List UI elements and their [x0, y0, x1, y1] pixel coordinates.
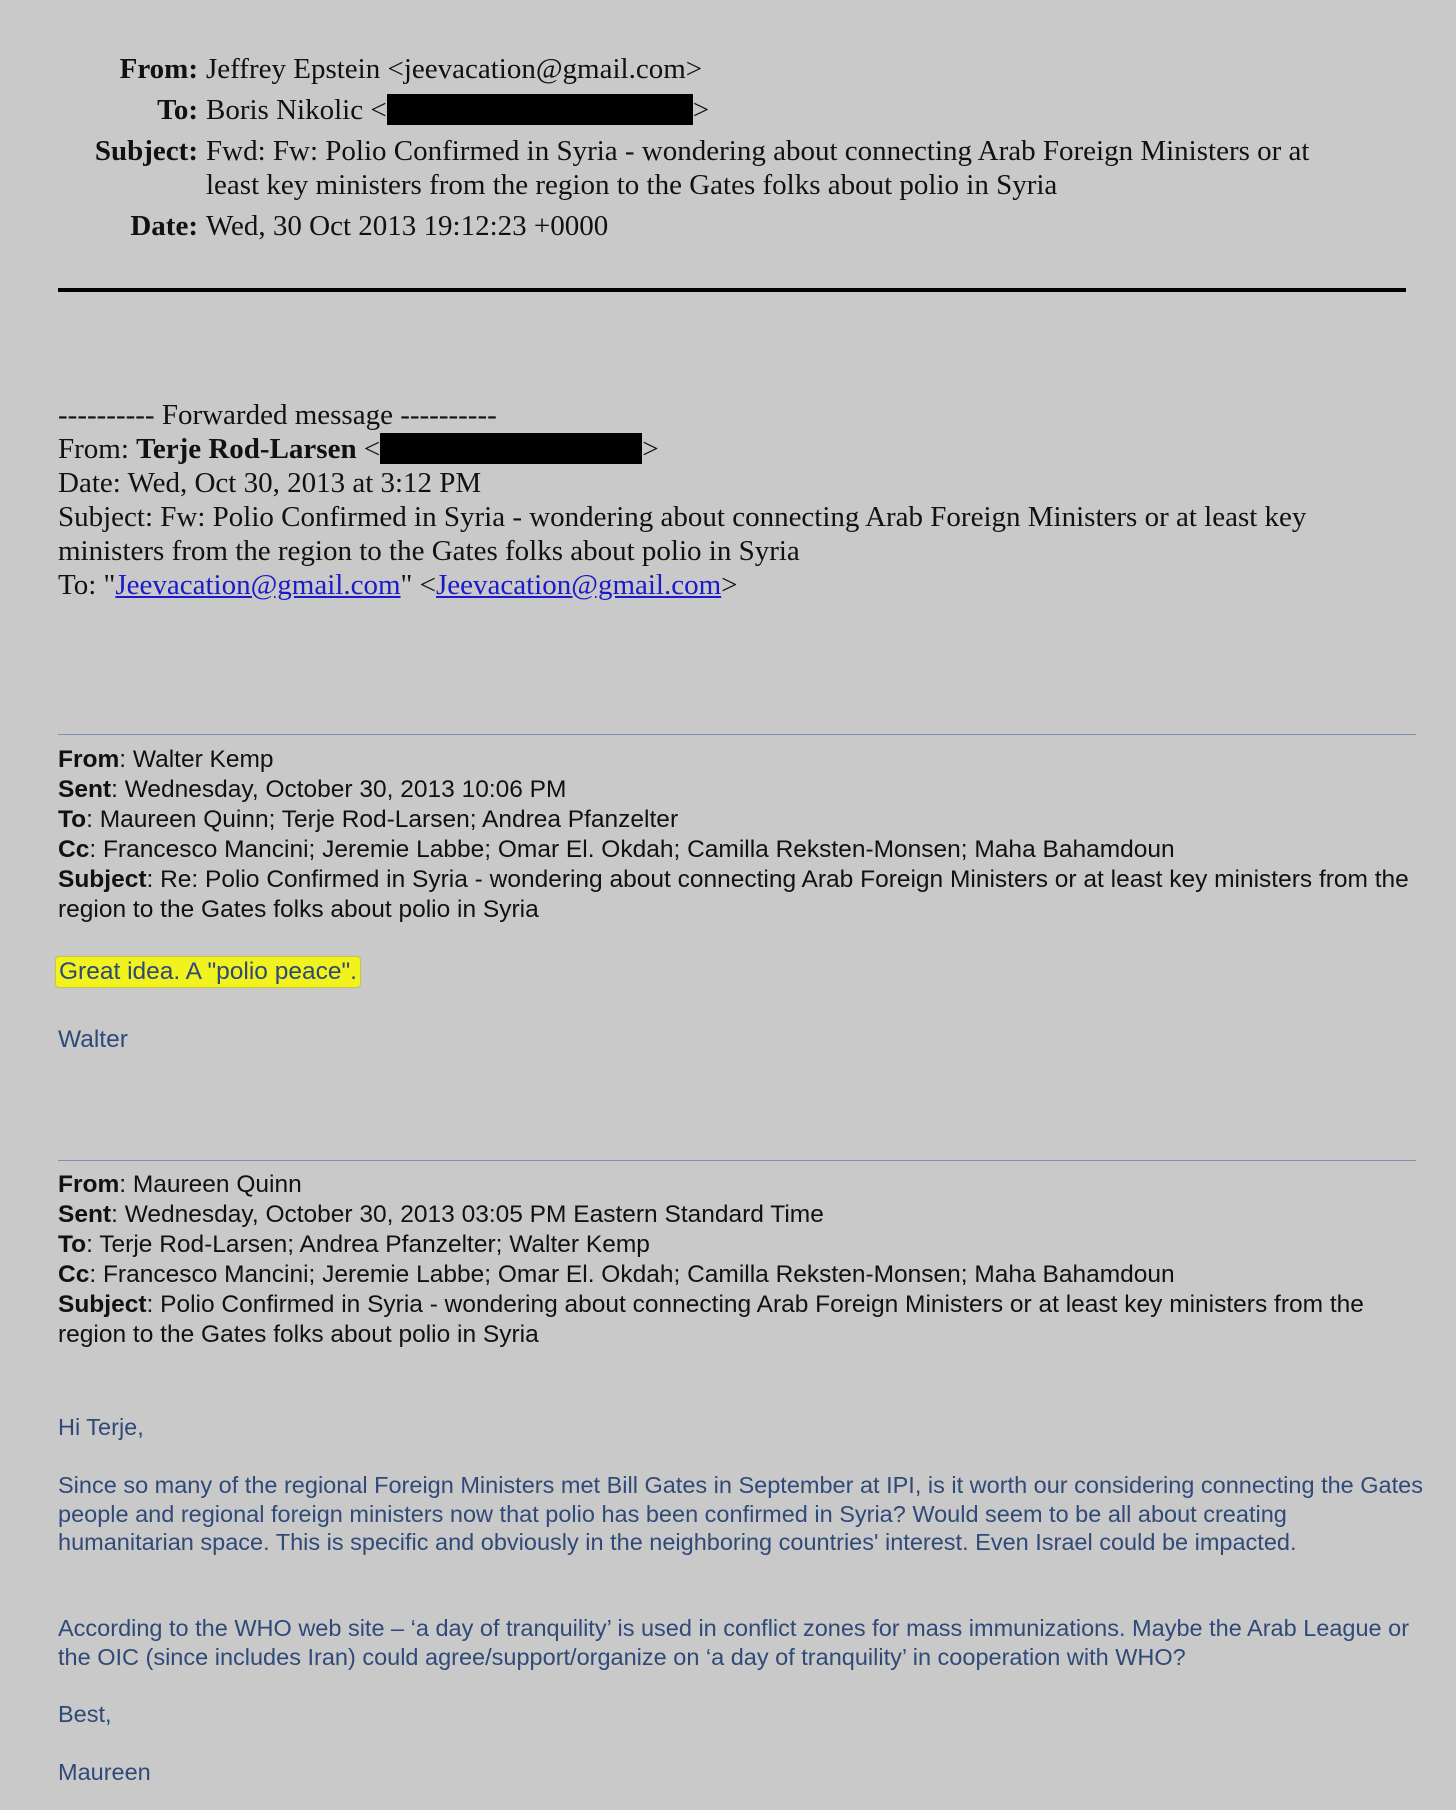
top-email-header [0, 52, 1366, 250]
header-from-value: Jeffrey Epstein <jeevacation@gmail.com> [206, 53, 703, 85]
walter-cc-value: : Francesco Mancini; Jeremie Labbe; Omar El. Okdah; Camilla Reksten-Monsen; Maha Bahamdoun [89, 836, 1175, 863]
maureen-from-label: From [58, 1171, 120, 1198]
walter-cc-line [58, 835, 1424, 865]
walter-to-label: To [58, 806, 87, 833]
maureen-from-line [58, 1170, 1424, 1200]
maureen-cc-line [58, 1260, 1424, 1290]
maureen-cc-label: Cc [58, 1261, 90, 1288]
redaction-box [380, 433, 642, 464]
walter-sent-line [58, 775, 1424, 805]
email-link[interactable]: Jeevacation@gmail.com [435, 569, 722, 601]
forwarded-date-line: Date: Wed, Oct 30, 2013 at 3:12 PM [58, 467, 482, 499]
maureen-paragraph-1: Since so many of the regional Foreign Ministers met Bill Gates in September at IPI, is it worth our considering connecting the Gates people and regional foreign ministers now that polio has been confirmed in Syria? Would seem to be all about creating humanitarian space. This is specific and obviously in the neighboring countries' interest. Even Israel could be impacted. [58, 1472, 1423, 1555]
forwarded-to-mid: " < [400, 569, 436, 601]
header-to-row [0, 93, 1366, 127]
header-divider [58, 288, 1406, 292]
walter-sent-label: Sent [58, 776, 112, 803]
maureen-to-line [58, 1230, 1424, 1260]
forwarded-to-suffix: > [721, 569, 738, 601]
walter-cc-label: Cc [58, 836, 90, 863]
walter-sent-value: : Wednesday, October 30, 2013 10:06 PM [111, 776, 567, 803]
maureen-email-header [58, 1170, 1424, 1350]
header-from-row [0, 52, 1366, 86]
walter-from-label: From [58, 746, 120, 773]
walter-to-value: : Maureen Quinn; Terje Rod-Larsen; Andrea Pfanzelter [86, 806, 679, 833]
maureen-from-value: : Maureen Quinn [119, 1171, 302, 1198]
header-to-label: To: [157, 94, 198, 126]
redaction-box [387, 94, 693, 125]
forwarded-from-close: > [642, 433, 659, 465]
maureen-sent-label: Sent [58, 1201, 112, 1228]
maureen-signature: Maureen [58, 1759, 151, 1785]
header-to-close: > [692, 94, 710, 126]
walter-subject-value: : Re: Polio Confirmed in Syria - wondering about connecting Arab Foreign Ministers or at least key ministers from the region to the Gates folks about polio in Syria [58, 866, 1409, 923]
header-subject-value: Fwd: Fw: Polio Confirmed in Syria - wondering about connecting Arab Foreign Ministers or at least key ministers from the region to the Gates folks about polio in Syria [206, 135, 1310, 201]
maureen-paragraph-2: According to the WHO web site – ‘a day of tranquility’ is used in conflict zones for mass immunizations. Maybe the Arab League or the OIC (since includes Iran) could agree/support/organize on ‘a day of tranquility’ in cooperation with WHO? [58, 1615, 1410, 1670]
maureen-closing: Best, [58, 1701, 112, 1727]
message-separator [58, 734, 1416, 735]
header-to-value [198, 93, 1356, 127]
maureen-greeting: Hi Terje, [58, 1414, 144, 1440]
header-subject-row [0, 134, 1366, 202]
email-link[interactable]: Jeevacation@gmail.com [115, 569, 401, 601]
forwarded-from-prefix: From: [58, 433, 137, 465]
walter-to-line [58, 805, 1424, 835]
walter-subject-label: Subject [58, 866, 147, 893]
maureen-subject-value: : Polio Confirmed in Syria - wondering about connecting Arab Foreign Ministers or at least key ministers from the region to the Gates folks about polio in Syria [58, 1291, 1364, 1348]
forwarded-to-line [58, 568, 1418, 602]
maureen-subject-label: Subject [58, 1291, 147, 1318]
walter-subject-line [58, 865, 1424, 925]
header-subject-label: Subject: [94, 135, 198, 167]
header-date-row [0, 209, 1366, 243]
maureen-cc-value: : Francesco Mancini; Jeremie Labbe; Omar El. Okdah; Camilla Reksten-Monsen; Maha Bahamdoun [89, 1261, 1175, 1288]
walter-from-value: : Walter Kemp [119, 746, 274, 773]
walter-from-line [58, 745, 1424, 775]
header-date-value: Wed, 30 Oct 2013 19:12:23 +0000 [206, 210, 609, 242]
maureen-subject-line [58, 1290, 1424, 1350]
forwarded-to-prefix: To: " [58, 569, 116, 601]
header-date-label: Date: [130, 210, 198, 242]
walter-email-header [58, 745, 1424, 925]
forwarded-from-name: Terje Rod-Larsen [136, 433, 357, 465]
forwarded-from-open: < [356, 433, 381, 465]
maureen-sent-value: : Wednesday, October 30, 2013 03:05 PM Eastern Standard Time [111, 1201, 824, 1228]
forwarded-banner: ---------- Forwarded message ---------- [58, 399, 497, 431]
maureen-to-value: : Terje Rod-Larsen; Andrea Pfanzelter; Walter Kemp [86, 1231, 650, 1258]
walter-signature: Walter [58, 1026, 128, 1053]
maureen-to-label: To [58, 1231, 87, 1258]
maureen-sent-line [58, 1200, 1424, 1230]
message-separator [58, 1160, 1416, 1161]
forwarded-from-line [58, 432, 1418, 466]
walter-highlighted-body: Great idea. A "polio peace". [56, 957, 360, 987]
forwarded-subject-line: Subject: Fw: Polio Confirmed in Syria - wondering about connecting Arab Foreign Ministers or at least key ministers from the region to the Gates folks about polio in Syria [58, 501, 1307, 567]
header-to-name: Boris Nikolic < [206, 94, 387, 126]
header-from-label: From: [119, 53, 198, 85]
forwarded-message [58, 398, 1418, 602]
